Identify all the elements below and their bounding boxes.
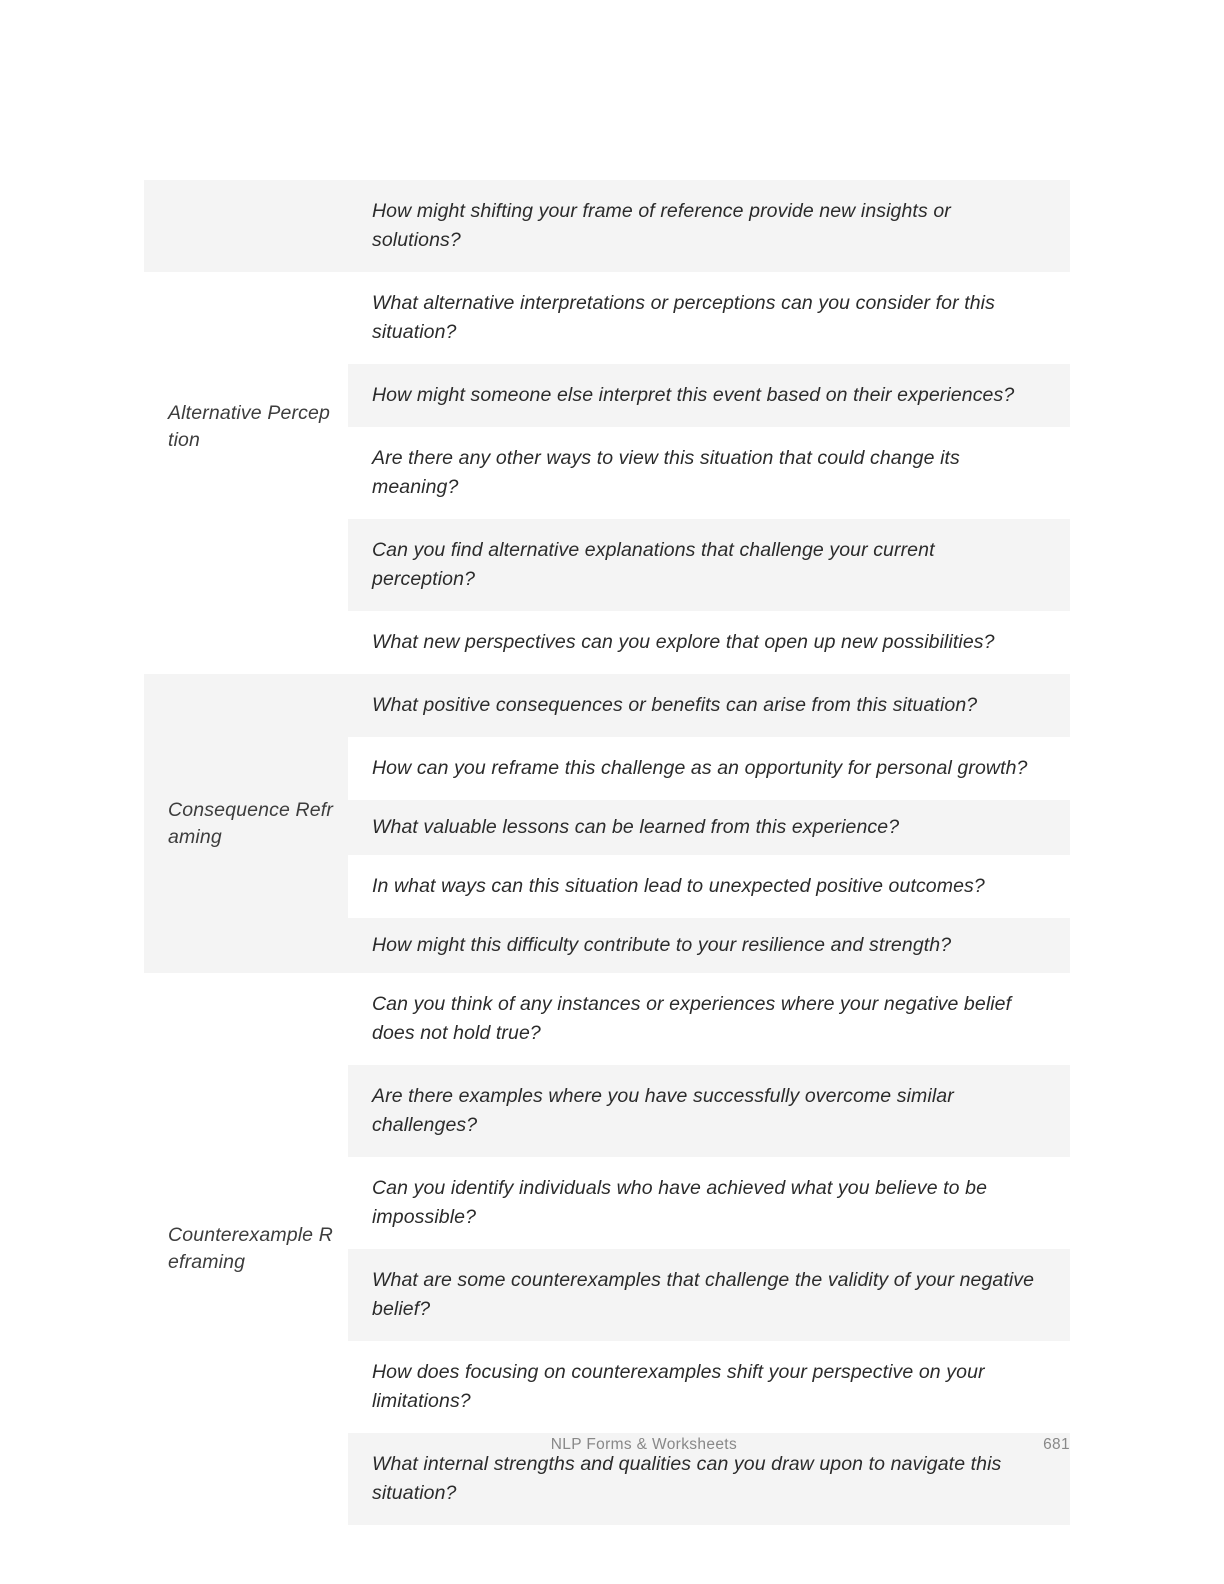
question-cell bbox=[348, 519, 1070, 611]
question-cell bbox=[348, 1341, 1070, 1433]
table-body bbox=[144, 180, 1070, 1525]
question-cell bbox=[348, 1065, 1070, 1157]
category-label-cell bbox=[144, 180, 348, 674]
question-text: How might someone else interpret this event based on their experiences? bbox=[372, 384, 1015, 406]
question-text: How can you reframe this challenge as an opportunity for personal growth? bbox=[372, 757, 1028, 779]
table-row bbox=[144, 674, 1070, 737]
question-text: What are some counterexamples that challenge the validity of your negative belief? bbox=[372, 1269, 1035, 1320]
question-cell bbox=[348, 611, 1070, 674]
question-cell bbox=[348, 800, 1070, 855]
question-text: Can you think of any instances or experiences where your negative belief does not hold true? bbox=[372, 993, 1012, 1044]
question-text: Can you identify individuals who have achieved what you believe to be impossible? bbox=[372, 1177, 988, 1228]
question-text: Can you find alternative explanations that challenge your current perception? bbox=[372, 539, 935, 590]
question-text: How might shifting your frame of reference provide new insights or solutions? bbox=[372, 200, 951, 251]
question-text: Are there examples where you have successfully overcome similar challenges? bbox=[372, 1085, 954, 1136]
question-cell bbox=[348, 674, 1070, 737]
question-text: What positive consequences or benefits can arise from this situation? bbox=[372, 694, 978, 716]
category-label-cell bbox=[144, 973, 348, 1525]
category-label-text: Counterexample Reframing bbox=[168, 1224, 333, 1273]
question-cell bbox=[348, 737, 1070, 800]
question-text: What alternative interpretations or perceptions can you consider for this situation? bbox=[372, 292, 995, 343]
reframing-questions-table bbox=[144, 180, 1070, 1525]
question-cell bbox=[348, 1433, 1070, 1525]
question-cell bbox=[348, 1157, 1070, 1249]
category-label-text: Alternative Perception bbox=[168, 402, 331, 451]
question-text: How does focusing on counterexamples shift your perspective on your limitations? bbox=[372, 1361, 985, 1412]
question-text: In what ways can this situation lead to unexpected positive outcomes? bbox=[372, 875, 985, 897]
question-text: What internal strengths and qualities can you draw upon to navigate this situation? bbox=[372, 1453, 1002, 1504]
question-cell bbox=[348, 272, 1070, 364]
footer-page-number: 681 bbox=[1043, 1436, 1070, 1453]
question-cell bbox=[348, 918, 1070, 973]
table-row bbox=[144, 973, 1070, 1065]
table-row bbox=[144, 180, 1070, 272]
category-label-cell bbox=[144, 674, 348, 973]
question-cell bbox=[348, 427, 1070, 519]
question-cell bbox=[348, 364, 1070, 427]
question-text: What new perspectives can you explore that open up new possibilities? bbox=[372, 631, 995, 653]
category-label-text: Consequence Reframing bbox=[168, 798, 333, 848]
question-text: How might this difficulty contribute to your resilience and strength? bbox=[372, 934, 952, 956]
question-cell bbox=[348, 1249, 1070, 1341]
question-text: What valuable lessons can be learned from this experience? bbox=[372, 816, 900, 838]
question-text: Are there any other ways to view this situation that could change its meaning? bbox=[372, 447, 960, 498]
question-cell bbox=[348, 973, 1070, 1065]
question-cell bbox=[348, 855, 1070, 918]
question-cell bbox=[348, 180, 1070, 272]
footer-document-title: NLP Forms & Worksheets bbox=[550, 1436, 738, 1453]
